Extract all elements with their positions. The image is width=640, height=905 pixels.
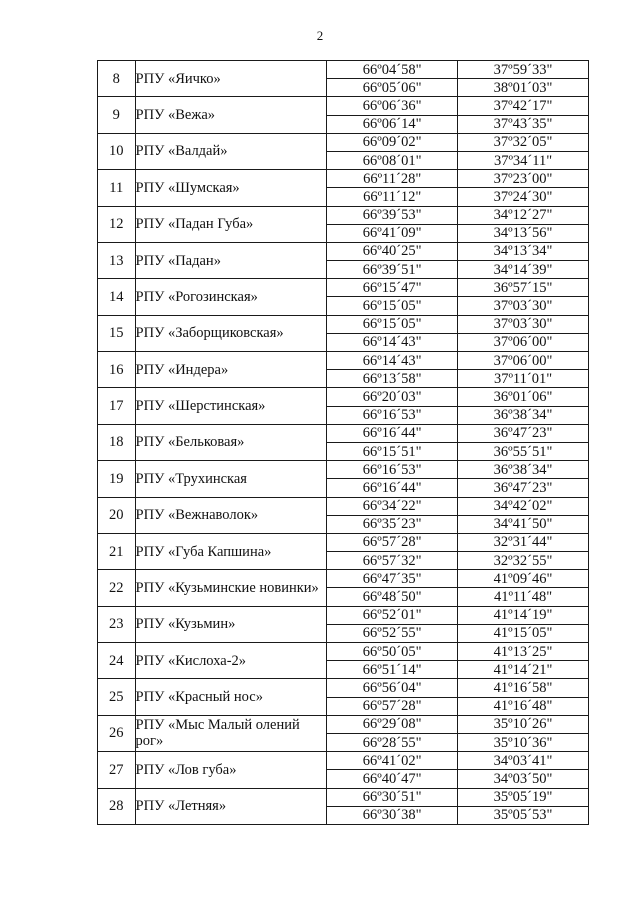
latitude-cell: 66º47´35" — [327, 570, 458, 588]
longitude-cell: 37º32´05" — [458, 133, 589, 151]
page-number: 2 — [316, 28, 324, 43]
station-name: РПУ «Вежа» — [135, 97, 327, 133]
longitude-cell: 41º15´05" — [458, 624, 589, 642]
row-number: 10 — [98, 133, 136, 169]
latitude-cell: 66º06´36" — [327, 97, 458, 115]
longitude-cell: 41º16´48" — [458, 697, 589, 715]
longitude-cell: 35º05´19" — [458, 788, 589, 806]
row-number: 25 — [98, 679, 136, 715]
latitude-cell: 66º06´14" — [327, 115, 458, 133]
longitude-cell: 37º06´00" — [458, 352, 589, 370]
latitude-cell: 66º14´43" — [327, 352, 458, 370]
row-number: 8 — [98, 61, 136, 97]
longitude-cell: 34º13´56" — [458, 224, 589, 242]
station-name: РПУ «Индера» — [135, 352, 327, 388]
table-row — [98, 461, 589, 479]
longitude-cell: 37º06´00" — [458, 333, 589, 351]
latitude-cell: 66º52´01" — [327, 606, 458, 624]
longitude-cell: 37º59´33" — [458, 61, 589, 79]
table-row — [98, 279, 589, 297]
longitude-cell: 37º43´35" — [458, 115, 589, 133]
latitude-cell: 66º34´22" — [327, 497, 458, 515]
station-name: РПУ «Кислоха-2» — [135, 643, 327, 679]
latitude-cell: 66º40´25" — [327, 242, 458, 260]
table-row — [98, 643, 589, 661]
station-name: РПУ «Падан» — [135, 242, 327, 278]
station-name: РПУ «Падан Губа» — [135, 206, 327, 242]
longitude-cell: 34º03´41" — [458, 752, 589, 770]
longitude-cell: 36º38´34" — [458, 406, 589, 424]
row-number: 9 — [98, 97, 136, 133]
coordinates-table-body — [98, 61, 589, 825]
longitude-cell: 32º31´44" — [458, 533, 589, 551]
row-number: 15 — [98, 315, 136, 351]
longitude-cell: 41º16´58" — [458, 679, 589, 697]
latitude-cell: 66º11´28" — [327, 170, 458, 188]
table-row — [98, 497, 589, 515]
latitude-cell: 66º15´51" — [327, 442, 458, 460]
latitude-cell: 66º57´28" — [327, 697, 458, 715]
station-name: РПУ «Губа Капшина» — [135, 533, 327, 569]
longitude-cell: 37º34´11" — [458, 151, 589, 169]
station-name: РПУ «Трухинская — [135, 461, 327, 497]
longitude-cell: 36º47´23" — [458, 479, 589, 497]
latitude-cell: 66º41´02" — [327, 752, 458, 770]
row-number: 18 — [98, 424, 136, 460]
longitude-cell: 34º12´27" — [458, 206, 589, 224]
table-row — [98, 679, 589, 697]
station-name: РПУ «Заборщиковская» — [135, 315, 327, 351]
longitude-cell: 37º24´30" — [458, 188, 589, 206]
longitude-cell: 38º01´03" — [458, 79, 589, 97]
longitude-cell: 34º41´50" — [458, 515, 589, 533]
longitude-cell: 32º32´55" — [458, 552, 589, 570]
latitude-cell: 66º08´01" — [327, 151, 458, 169]
latitude-cell: 66º16´53" — [327, 461, 458, 479]
longitude-cell: 37º03´30" — [458, 315, 589, 333]
table-row — [98, 315, 589, 333]
table-row — [98, 242, 589, 260]
longitude-cell: 35º10´36" — [458, 733, 589, 751]
latitude-cell: 66º57´32" — [327, 552, 458, 570]
latitude-cell: 66º41´09" — [327, 224, 458, 242]
latitude-cell: 66º05´06" — [327, 79, 458, 97]
latitude-cell: 66º57´28" — [327, 533, 458, 551]
table-row — [98, 170, 589, 188]
row-number: 14 — [98, 279, 136, 315]
longitude-cell: 37º23´00" — [458, 170, 589, 188]
longitude-cell: 34º03´50" — [458, 770, 589, 788]
longitude-cell: 34º14´39" — [458, 261, 589, 279]
table-row — [98, 97, 589, 115]
latitude-cell: 66º09´02" — [327, 133, 458, 151]
longitude-cell: 36º55´51" — [458, 442, 589, 460]
row-number: 19 — [98, 461, 136, 497]
longitude-cell: 41º14´21" — [458, 661, 589, 679]
station-name: РПУ «Валдай» — [135, 133, 327, 169]
longitude-cell: 37º03´30" — [458, 297, 589, 315]
station-name: РПУ «Вежнаволок» — [135, 497, 327, 533]
table-row — [98, 352, 589, 370]
row-number: 28 — [98, 788, 136, 824]
row-number: 23 — [98, 606, 136, 642]
longitude-cell: 36º38´34" — [458, 461, 589, 479]
latitude-cell: 66º39´53" — [327, 206, 458, 224]
table-row — [98, 533, 589, 551]
row-number: 21 — [98, 533, 136, 569]
row-number: 12 — [98, 206, 136, 242]
station-name: РПУ «Шерстинская» — [135, 388, 327, 424]
latitude-cell: 66º48´50" — [327, 588, 458, 606]
table-row — [98, 424, 589, 442]
latitude-cell: 66º40´47" — [327, 770, 458, 788]
latitude-cell: 66º15´05" — [327, 297, 458, 315]
latitude-cell: 66º14´43" — [327, 333, 458, 351]
row-number: 22 — [98, 570, 136, 606]
row-number: 17 — [98, 388, 136, 424]
station-name: РПУ «Бельковая» — [135, 424, 327, 460]
longitude-cell: 34º13´34" — [458, 242, 589, 260]
station-name: РПУ «Мыс Малый олений рог» — [135, 715, 327, 751]
latitude-cell: 66º20´03" — [327, 388, 458, 406]
longitude-cell: 36º47´23" — [458, 424, 589, 442]
latitude-cell: 66º11´12" — [327, 188, 458, 206]
station-name: РПУ «Яичко» — [135, 61, 327, 97]
table-row — [98, 752, 589, 770]
longitude-cell: 41º09´46" — [458, 570, 589, 588]
row-number: 11 — [98, 170, 136, 206]
longitude-cell: 41º14´19" — [458, 606, 589, 624]
row-number: 16 — [98, 352, 136, 388]
latitude-cell: 66º29´08" — [327, 715, 458, 733]
row-number: 27 — [98, 752, 136, 788]
latitude-cell: 66º56´04" — [327, 679, 458, 697]
row-number: 13 — [98, 242, 136, 278]
latitude-cell: 66º16´44" — [327, 479, 458, 497]
table-row — [98, 61, 589, 79]
longitude-cell: 36º01´06" — [458, 388, 589, 406]
latitude-cell: 66º51´14" — [327, 661, 458, 679]
longitude-cell: 37º11´01" — [458, 370, 589, 388]
latitude-cell: 66º04´58" — [327, 61, 458, 79]
longitude-cell: 41º11´48" — [458, 588, 589, 606]
station-name: РПУ «Кузьмин» — [135, 606, 327, 642]
table-row — [98, 206, 589, 224]
longitude-cell: 37º42´17" — [458, 97, 589, 115]
table-row — [98, 788, 589, 806]
table-row — [98, 606, 589, 624]
station-name: РПУ «Рогозинская» — [135, 279, 327, 315]
station-name: РПУ «Красный нос» — [135, 679, 327, 715]
latitude-cell: 66º30´38" — [327, 806, 458, 824]
latitude-cell: 66º39´51" — [327, 261, 458, 279]
table-row — [98, 133, 589, 151]
table-row — [98, 570, 589, 588]
table-row — [98, 715, 589, 733]
latitude-cell: 66º15´05" — [327, 315, 458, 333]
latitude-cell: 66º16´44" — [327, 424, 458, 442]
latitude-cell: 66º52´55" — [327, 624, 458, 642]
row-number: 24 — [98, 643, 136, 679]
latitude-cell: 66º30´51" — [327, 788, 458, 806]
longitude-cell: 35º05´53" — [458, 806, 589, 824]
longitude-cell: 35º10´26" — [458, 715, 589, 733]
latitude-cell: 66º35´23" — [327, 515, 458, 533]
latitude-cell: 66º13´58" — [327, 370, 458, 388]
latitude-cell: 66º15´47" — [327, 279, 458, 297]
station-name: РПУ «Лов губа» — [135, 752, 327, 788]
longitude-cell: 36º57´15" — [458, 279, 589, 297]
row-number: 20 — [98, 497, 136, 533]
latitude-cell: 66º28´55" — [327, 733, 458, 751]
station-name: РПУ «Шумская» — [135, 170, 327, 206]
table-row — [98, 388, 589, 406]
station-name: РПУ «Летняя» — [135, 788, 327, 824]
longitude-cell: 41º13´25" — [458, 643, 589, 661]
latitude-cell: 66º16´53" — [327, 406, 458, 424]
latitude-cell: 66º50´05" — [327, 643, 458, 661]
coordinates-table — [97, 60, 589, 825]
row-number: 26 — [98, 715, 136, 751]
station-name: РПУ «Кузьминские новинки» — [135, 570, 327, 606]
longitude-cell: 34º42´02" — [458, 497, 589, 515]
